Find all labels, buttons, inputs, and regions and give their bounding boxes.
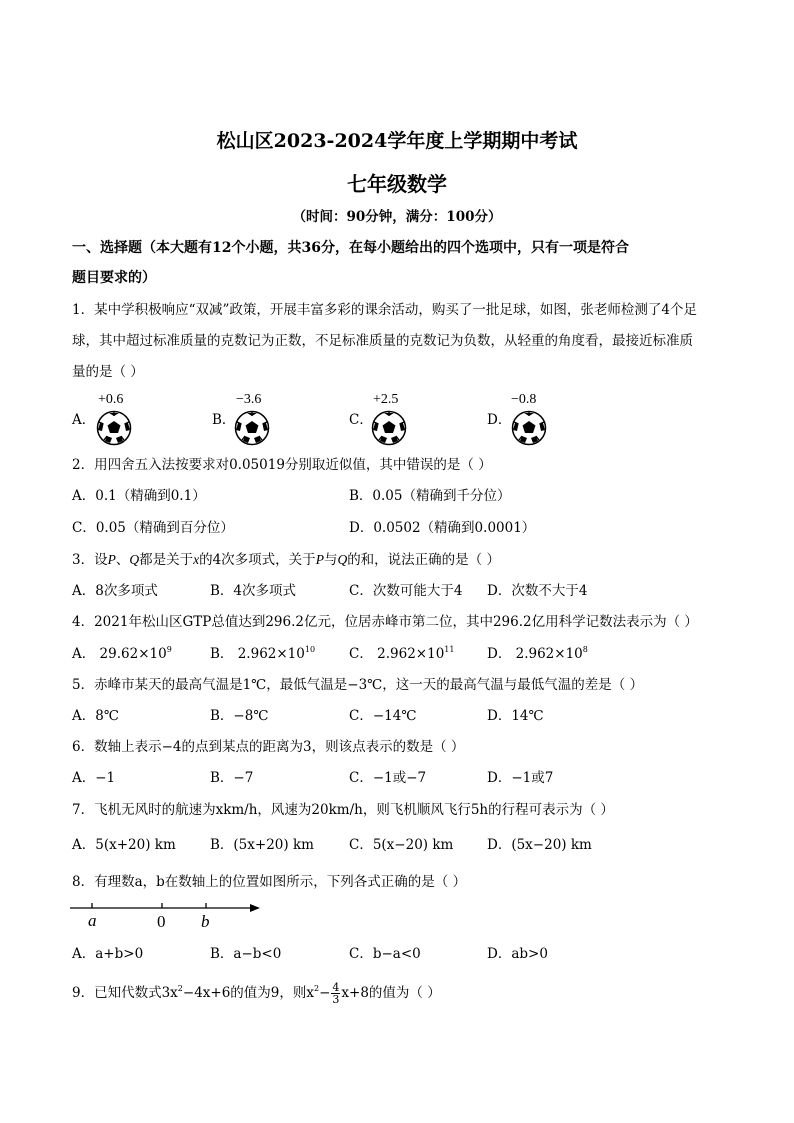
- q3-stem-part: 3．设: [72, 552, 108, 568]
- soccer-ball-icon: [371, 410, 407, 446]
- q2-option-c: C．0.05（精确到百分位）: [72, 520, 234, 536]
- q4-option-c-exp: 11: [444, 645, 455, 654]
- q7-stem: 7．飞机无风时的航速为xkm/h，风速为20km/h，则飞机顺风飞行5h的行程可表示为（ ）: [72, 802, 614, 818]
- q7-option-d: D．(5x−20) km: [487, 837, 592, 853]
- q4-option-b-base: 2.962×10: [237, 646, 305, 662]
- q4-option-b-exp: 10: [304, 645, 316, 654]
- q1-option-a-letter: A．: [72, 412, 96, 428]
- q4-option-a-exp: 9: [166, 645, 172, 654]
- q6-stem: 6．数轴上表示−4的点到某点的距离为3，则该点表示的数是（ ）: [72, 739, 465, 755]
- q4-option-d-exp: 8: [582, 645, 588, 654]
- q5-option-b: B．−8℃: [210, 708, 269, 724]
- q3-option-a: A．8次多项式: [72, 583, 158, 599]
- q4-option-a-letter: A．: [72, 646, 96, 662]
- q9-exponent: 2: [314, 984, 320, 993]
- q3-var-x: x: [193, 552, 200, 567]
- q3-stem-part: 与: [323, 552, 338, 568]
- q1-option-c-value: +2.5: [373, 392, 399, 407]
- number-line-label-zero: 0: [157, 912, 166, 931]
- q1-option-c-letter: C．: [349, 412, 373, 428]
- q3-option-b: B．4次多项式: [210, 583, 297, 599]
- q6-option-a: A．−1: [72, 770, 116, 786]
- q3-var-q: Q: [337, 552, 348, 567]
- q6-option-d: D．−1或7: [487, 770, 554, 786]
- soccer-ball-icon: [96, 410, 132, 446]
- q3-option-d: D．次数不大于4: [487, 583, 588, 599]
- q7-option-c: C．5(x−20) km: [349, 837, 454, 853]
- q4-option-b-letter: B．: [210, 646, 234, 662]
- q1-stem-line1: 1．某中学积极响应“双减”政策，开展丰富多彩的课余活动，购买了一批足球，如图，张老师检测了4个足: [72, 302, 697, 318]
- number-line-label-a: a: [88, 911, 97, 930]
- q1-option-b-letter: B．: [212, 412, 236, 428]
- q7-option-b: B．(5x+20) km: [210, 837, 314, 853]
- q4-option-d-letter: D．: [487, 646, 512, 662]
- q9-exponent: 2: [177, 984, 183, 993]
- q1-stem-line2: 球，其中超过标准质量的克数记为正数，不足标准质量的克数记为负数，从轻重的角度看，最接近标准质: [72, 333, 693, 349]
- q4-option-c-letter: C．: [349, 646, 373, 662]
- q3-stem-part: 都是关于: [139, 552, 194, 568]
- number-line-label-b: b: [201, 912, 210, 931]
- q2-option-a: A．0.1（精确到0.1）: [72, 488, 206, 504]
- q5-option-a: A．8℃: [72, 708, 119, 724]
- q4-option-a-base: 29.62×10: [99, 646, 167, 662]
- q8-option-b: B．a−b<0: [210, 946, 282, 962]
- q6-option-c: C．−1或−7: [349, 770, 427, 786]
- q4-option-b: [210, 644, 315, 664]
- q2-option-b: B．0.05（精确到千分位）: [349, 488, 511, 504]
- q4-option-c-base: 2.962×10: [377, 646, 445, 662]
- q4-option-a: [72, 644, 172, 664]
- q9-stem-part: −: [319, 985, 331, 1001]
- q4-option-c: [349, 644, 454, 664]
- q2-stem: 2．用四舍五入法按要求对0.05019分别取近似值，其中错误的是（ ）: [72, 457, 492, 473]
- section-heading-line1: 一、选择题（本大题有12个小题，共36分，在每小题给出的四个选项中，只有一项是符合: [72, 240, 629, 256]
- q3-stem-part: 、: [115, 552, 130, 568]
- q3-stem-part: 的4次多项式，关于: [199, 552, 316, 568]
- q7-option-a: A．5(x+20) km: [72, 837, 176, 853]
- q4-option-d-base: 2.962×10: [515, 646, 583, 662]
- exam-subtitle: 七年级数学: [347, 172, 447, 196]
- q3-var-p: P: [107, 552, 116, 567]
- exam-info: （时间：90分钟，满分：100分）: [292, 209, 502, 225]
- soccer-ball-icon: [234, 410, 270, 446]
- q8-stem: 8．有理数a，b在数轴上的位置如图所示，下列各式正确的是（ ）: [72, 874, 467, 890]
- q9-fraction: [331, 982, 340, 1005]
- q8-option-d: D．ab>0: [487, 946, 548, 962]
- q3-stem-part: 的和，说法正确的是（ ）: [347, 552, 500, 568]
- q5-option-d: D．14℃: [487, 708, 544, 724]
- q4-stem: 4．2021年松山区GTP总值达到296.2亿元，位居赤峰市第二位，其中296.2亿用科学记数法表示为（ ）: [72, 614, 698, 630]
- q3-var-p: P: [315, 552, 324, 567]
- soccer-ball-icon: [511, 410, 547, 446]
- q1-stem-line3: 量的是（ ）: [72, 364, 144, 380]
- q9-fraction-numerator: 4: [332, 981, 340, 994]
- q5-stem: 5．赤峰市某天的最高气温是1℃，最低气温是−3℃，这一天的最高气温与最低气温的差是（ ）: [72, 677, 644, 693]
- q9-fraction-denominator: 3: [332, 993, 340, 1006]
- q3-var-q: Q: [129, 552, 140, 567]
- q5-option-c: C．−14℃: [349, 708, 417, 724]
- q2-option-d: D．0.0502（精确到0.0001）: [349, 520, 536, 536]
- exam-title: 松山区2023-2024学年度上学期期中考试: [216, 130, 578, 152]
- number-line-figure: [70, 898, 270, 932]
- q1-option-a-value: +0.6: [98, 392, 124, 407]
- q6-option-b: B．−7: [210, 770, 254, 786]
- q9-stem-part: −4x+6的值为9，则x: [182, 985, 315, 1001]
- q9-stem-part: 9．已知代数式3x: [72, 985, 178, 1001]
- q8-option-c: C．b−a<0: [349, 946, 421, 962]
- q9-stem-part: x+8的值为（ ）: [341, 985, 441, 1001]
- q8-option-a: A．a+b>0: [72, 946, 144, 962]
- section-heading-line2: 题目要求的）: [72, 270, 156, 286]
- q1-option-b-value: −3.6: [236, 392, 262, 407]
- q9-stem: [72, 982, 441, 1005]
- q3-stem: [72, 550, 500, 570]
- q4-option-d: [487, 644, 588, 664]
- q1-option-d-letter: D．: [487, 412, 512, 428]
- q3-option-c: C．次数可能大于4: [349, 583, 463, 599]
- q1-option-d-value: −0.8: [511, 392, 537, 407]
